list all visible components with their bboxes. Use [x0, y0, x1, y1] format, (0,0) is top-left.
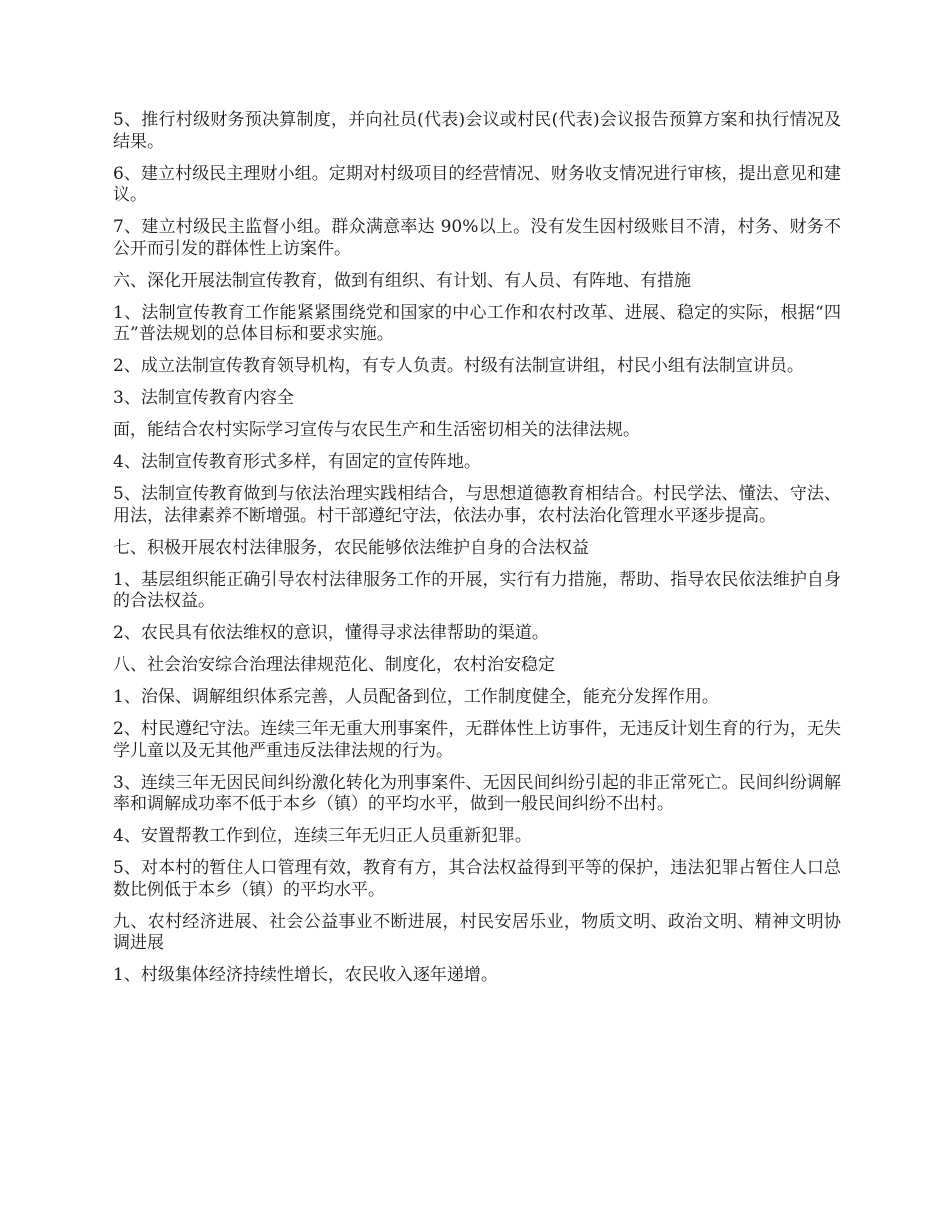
paragraph: 2、成立法制宣传教育领导机构，有专人负责。村级有法制宣讲组，村民小组有法制宣讲员。	[113, 356, 804, 376]
section-heading: 九、农村经济进展、社会公益事业不断进展，村民安居乐业，物质文明、政治文明、精神文明协调进展	[113, 911, 841, 953]
document-body	[113, 110, 841, 997]
paragraph: 6、建立村级民主理财小组。定期对村级项目的经营情况、财务收支情况进行审核，提出意见和建议。	[113, 163, 841, 205]
paragraph: 面，能结合农村实际学习宣传与农民生产和生活密切相关的法律法规。	[113, 420, 640, 440]
section-heading: 七、积极开展农村法律服务，农民能够依法维护自身的合法权益	[113, 537, 589, 558]
paragraph: 3、连续三年无因民间纠纷激化转化为刑事案件、无因民间纠纷引起的非正常死亡。民间纠纷调解率和调解成功率不低于本乡（镇）的平均水平，做到一般民间纠纷不出村。	[113, 772, 841, 814]
paragraph: 7、建立村级民主监督小组。群众满意率达 90%以上。没有发生因村级账目不清，村务、财务不公开而引发的群体性上访案件。	[113, 217, 841, 259]
paragraph: 1、基层组织能正确引导农村法律服务工作的开展，实行有力措施，帮助、指导农民依法维护自身的合法权益。	[113, 569, 841, 611]
paragraph: 4、安置帮教工作到位，连续三年无归正人员重新犯罪。	[113, 826, 532, 846]
section-heading: 八、社会治安综合治理法律规范化、制度化，农村治安稳定	[113, 655, 555, 675]
paragraph: 3、法制宣传教育内容全	[113, 388, 294, 408]
paragraph: 5、法制宣传教育做到与依法治理实践相结合，与思想道德教育相结合。村民学法、懂法、守法、用法，法律素养不断增强。村干部遵纪守法，依法办事，农村法治化管理水平逐步提高。	[113, 484, 841, 526]
paragraph: 4、法制宣传教育形式多样，有固定的宣传阵地。	[113, 452, 481, 472]
paragraph: 2、农民具有依法维权的意识，懂得寻求法律帮助的渠道。	[113, 623, 549, 643]
paragraph: 5、推行村级财务预决算制度，并向社员(代表)会议或村民(代表)会议报告预算方案和执行情况及结果。	[113, 110, 841, 152]
paragraph: 2、村民遵纪守法。连续三年无重大刑事案件，无群体性上访事件，无违反计划生育的行为，无失学儿童以及无其他严重违反法律法规的行为。	[113, 719, 841, 761]
paragraph: 1、法制宣传教育工作能紧紧围绕党和国家的中心工作和农村改革、进展、稳定的实际，根据“四五”普法规划的总体目标和要求实施。	[113, 302, 841, 344]
section-heading: 六、深化开展法制宣传教育，做到有组织、有计划、有人员、有阵地、有措施	[113, 270, 691, 291]
paragraph: 1、村级集体经济持续性增长，农民收入逐年递增。	[113, 965, 498, 985]
paragraph: 1、治保、调解组织体系完善，人员配备到位，工作制度健全，能充分发挥作用。	[113, 687, 719, 707]
paragraph: 5、对本村的暂住人口管理有效，教育有方，其合法权益得到平等的保护，违法犯罪占暂住人口总数比例低于本乡（镇）的平均水平。	[113, 858, 841, 900]
